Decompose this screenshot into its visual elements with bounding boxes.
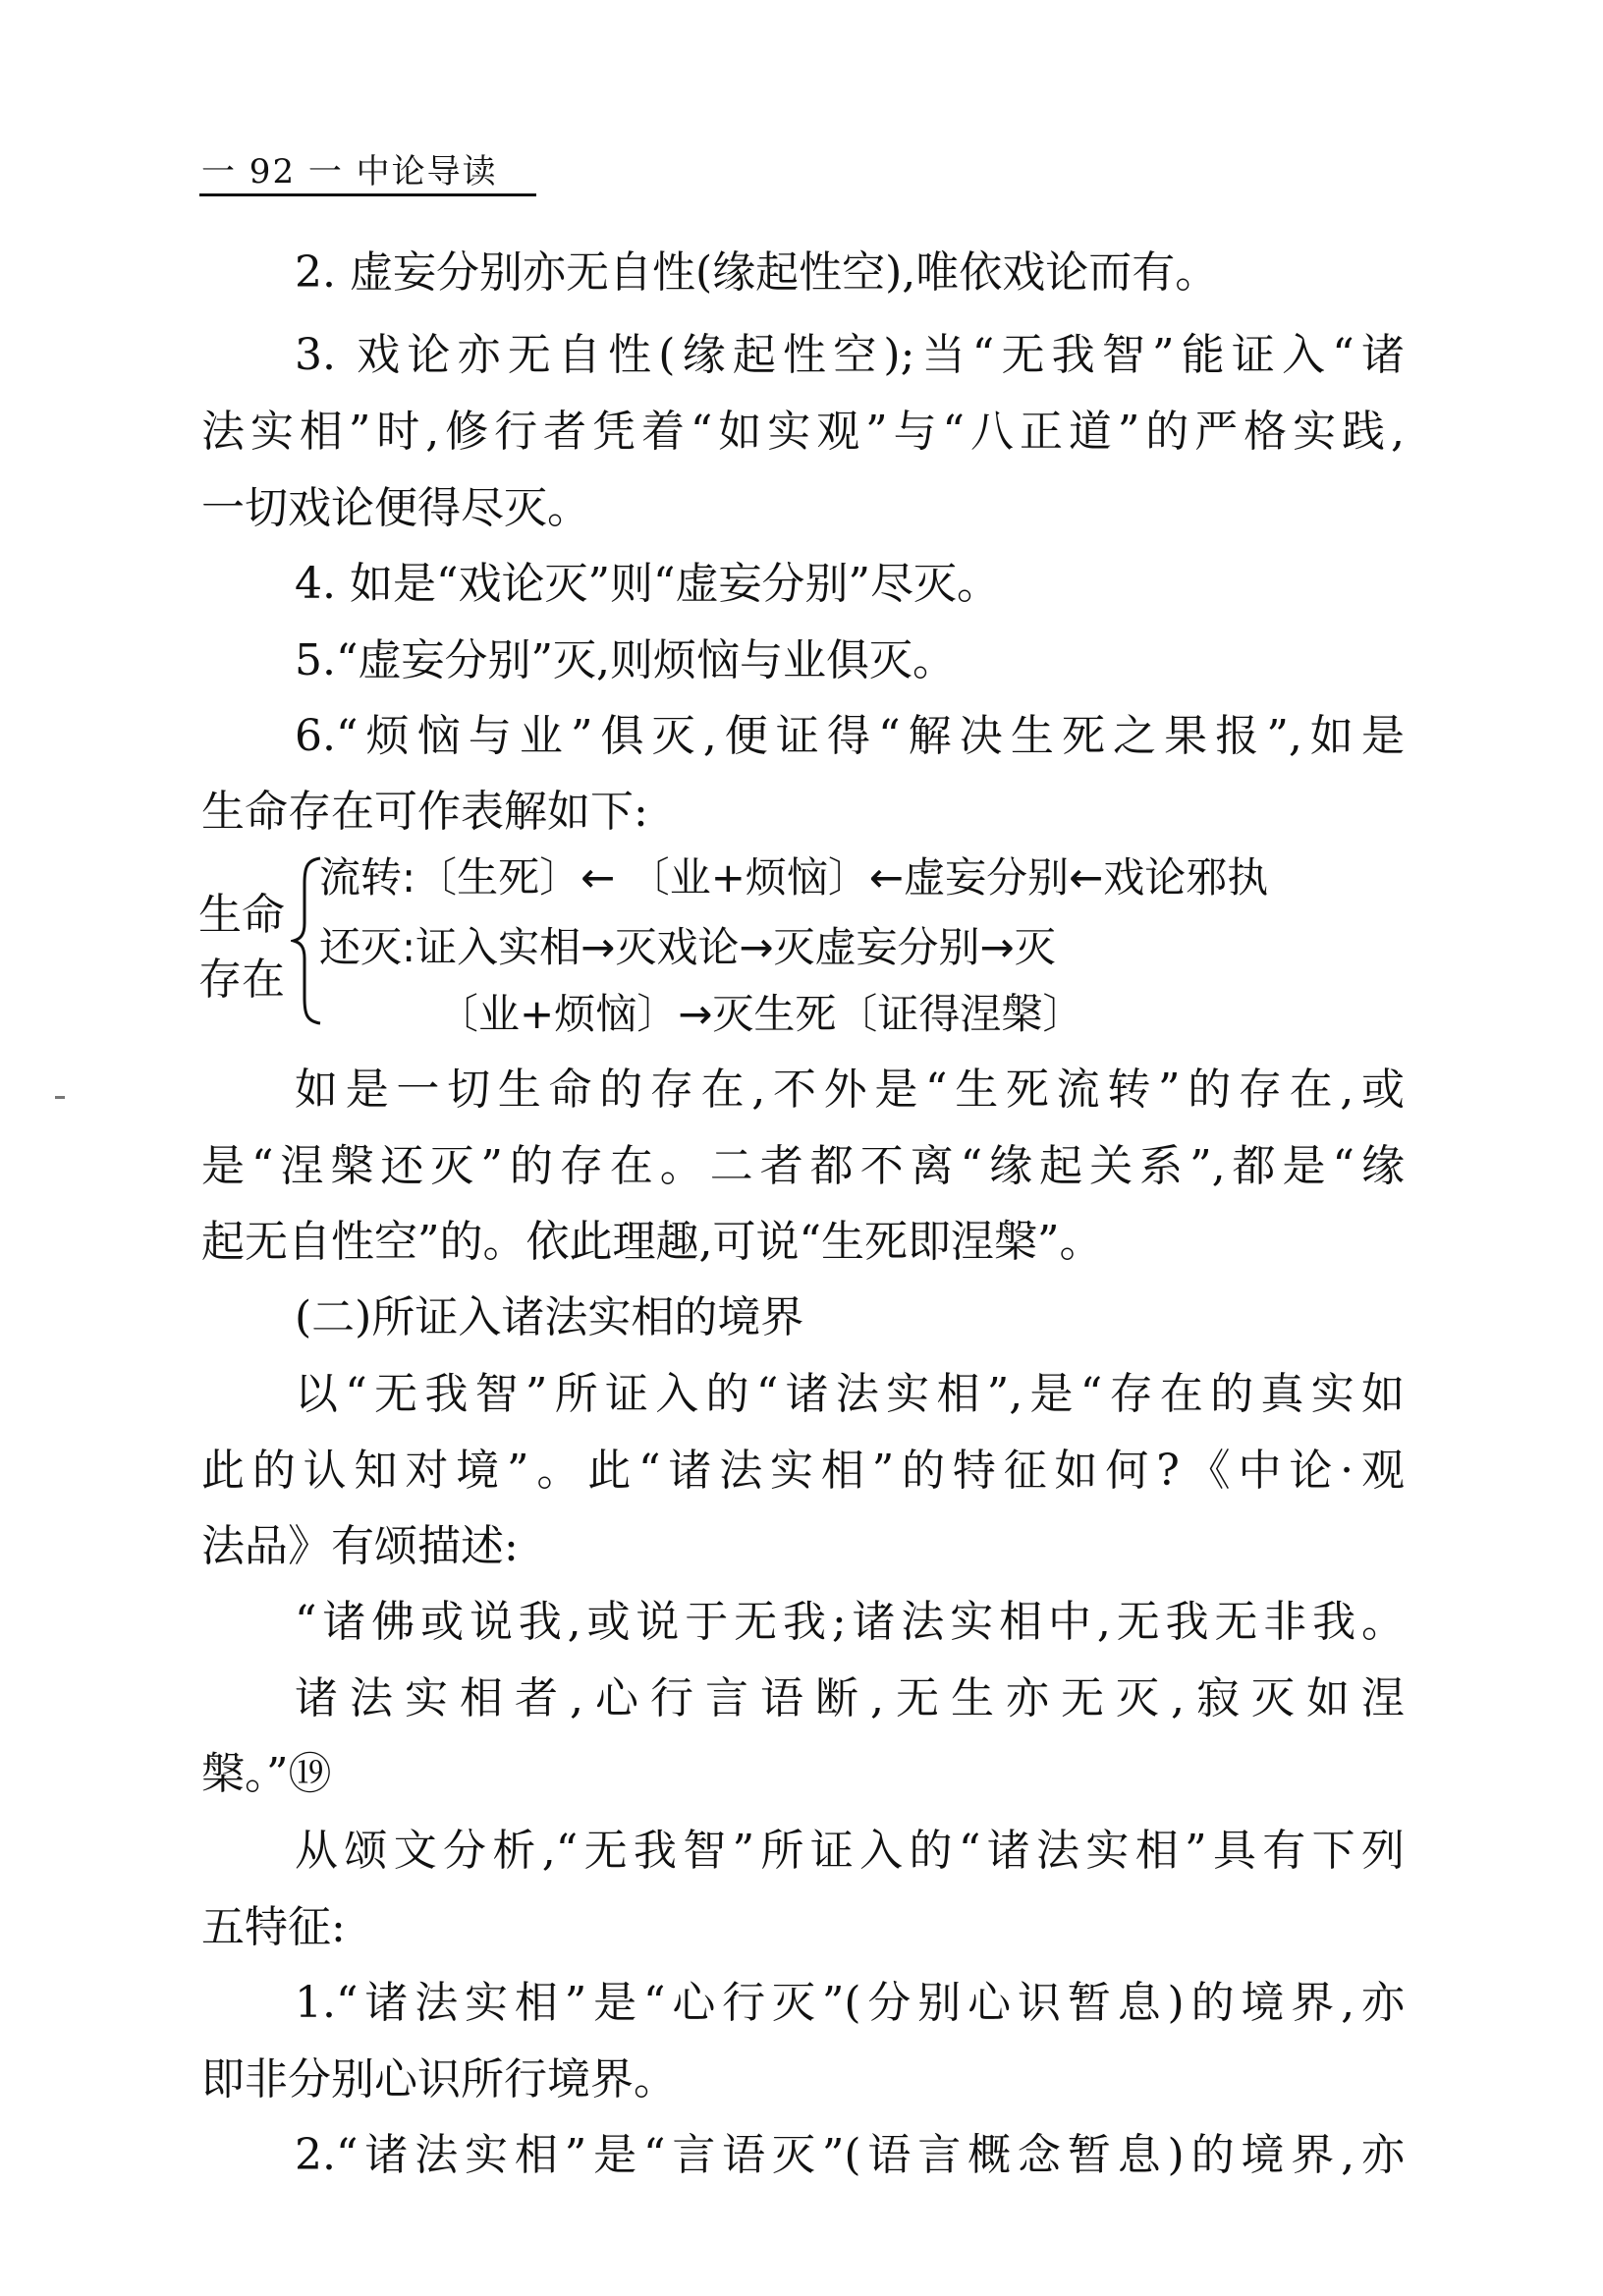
verse-line: “诸佛或说我,或说于无我;诸法实相中,无我无非我。 [295,1597,1405,1647]
diagram-label-line2: 存在 [198,955,285,1005]
paragraph-line: 是“涅槃还灭”的存在。二者都不离“缘起关系”,都是“缘 [201,1141,1405,1191]
paragraph-line: 起无自性空”的。依此理趣,可说“生死即涅槃”。 [201,1217,1103,1267]
paragraph-line: 6.“烦恼与业”俱灭,便证得“解决生死之果报”,如是 [295,711,1405,761]
diagram-label-line1: 生命 [198,890,285,940]
paragraph-line: 5.“虚妄分别”灭,则烦恼与业俱灭。 [295,635,956,685]
paragraph-line: 4. 如是“戏论灭”则“虚妄分别”尽灭。 [295,559,1000,609]
paragraph-line: 2.“诸法实相”是“言语灭”(语言概念暂息)的境界,亦 [295,2130,1405,2180]
paragraph-line: 一切戏论便得尽灭。 [201,483,590,533]
diagram-row-cessation: 还灭:证入实相→灭戏论→灭虚妄分别→灭 [319,923,1056,971]
paragraph-line: 此的认知对境”。此“诸法实相”的特征如何?《中论·观 [201,1446,1405,1496]
paragraph-line: 3. 戏论亦无自性(缘起性空);当“无我智”能证入“诸 [295,330,1405,380]
verse-line: 诸法实相者,心行言语断,无生亦无灭,寂灭如涅 [295,1673,1405,1723]
header-rule [199,193,536,196]
paragraph-line: 以“无我智”所证入的“诸法实相”,是“存在的真实如 [295,1369,1405,1419]
paragraph-line: 2. 虚妄分别亦无自性(缘起性空),唯依戏论而有。 [295,247,1219,298]
diagram-row-cycle: 流转:〔生死〕← 〔业+烦恼〕←虚妄分别←戏论邪执 [319,853,1269,902]
paragraph-line: 1.“诸法实相”是“心行灭”(分别心识暂息)的境界,亦 [295,1978,1405,2028]
running-header: 一 92 一 中论导读 [201,152,498,191]
paragraph-line: 五特征: [201,1902,346,1952]
paragraph-line: 法品》有颂描述: [201,1521,519,1571]
paragraph-line: 法实相”时,修行者凭着“如实观”与“八正道”的严格实践, [201,407,1405,457]
diagram-row-cessation-cont: 〔业+烦恼〕→灭生死〔证得涅槃〕 [437,990,1084,1038]
scan-speck [55,1096,65,1099]
section-heading: (二)所证入诸法实相的境界 [295,1292,804,1342]
verse-line: 槃。”⑲ [201,1749,332,1799]
paragraph-line: 生命存在可作表解如下: [201,787,648,837]
paragraph-line: 如是一切生命的存在,不外是“生死流转”的存在,或 [295,1065,1405,1115]
paragraph-line: 即非分别心识所行境界。 [201,2054,677,2105]
paragraph-line: 从颂文分析,“无我智”所证入的“诸法实相”具有下列 [295,1826,1405,1876]
